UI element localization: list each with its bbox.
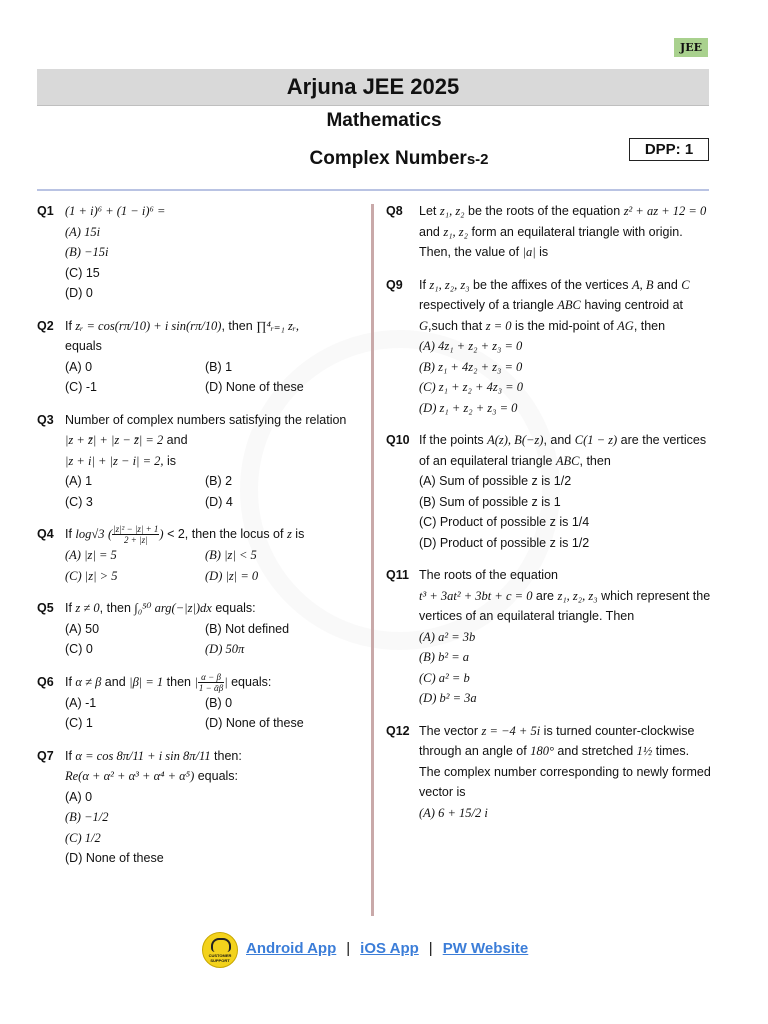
stem-text: Let [419, 204, 440, 218]
question-number: Q4 [37, 527, 54, 541]
paren: ) [159, 527, 164, 541]
stem-math: ABC [557, 298, 581, 312]
footer-links [246, 940, 528, 957]
link-separator: | [346, 940, 351, 957]
option: (B) −15i [65, 245, 109, 259]
question-q2 [37, 316, 367, 398]
stem-text: is [163, 453, 177, 468]
stem-math: Re(α + α² + α³ + α⁴ + α⁵) [65, 769, 195, 784]
stem-math: |z + z̄| + |z − z̄| = 2 [65, 433, 164, 447]
option: (A) 50 [65, 621, 100, 636]
option: (B) 1 [205, 359, 233, 374]
question-number: Q12 [386, 723, 410, 738]
stem-math: A(z), B(−z) [487, 433, 544, 447]
stem-text: The vector [419, 723, 482, 738]
option: (C) z₁ + z₂ + 4z₃ = 0 [419, 380, 523, 394]
option: (D) None of these [65, 851, 164, 866]
stem-text: < 2, then the locus of [163, 527, 287, 541]
question-number: Q6 [37, 674, 54, 689]
stem-fraction [198, 672, 224, 693]
stem-math: z² + az + 12 = 0 [623, 204, 707, 218]
option: (B) |z| < 5 [205, 548, 257, 563]
stem-text: are [532, 588, 558, 603]
stem-text: If [65, 674, 76, 689]
option: (D) 50π [205, 642, 245, 657]
stem-text: equals: [211, 601, 256, 616]
stem-math: ∫₀⁵⁰ arg(−|z|)dx [134, 601, 212, 616]
question-q12 [386, 721, 712, 824]
stem-text: equals [65, 339, 102, 353]
stem-math: z₁, z₂, z₃ [557, 588, 598, 603]
option: (B) −1/2 [65, 810, 109, 825]
stem-text: is turned counter-clockwise through an angle of [419, 723, 695, 758]
stem-math: 180° [530, 744, 554, 758]
option: (D) b² = 3a [419, 691, 477, 705]
stem-text: Number of complex numbers satisfying the relation [65, 412, 347, 427]
stem-text: form an equilateral triangle with origin. Then, the value of [419, 224, 683, 259]
stem-math: zᵣ = cos(rπ/10) + i sin(rπ/10) [75, 318, 222, 333]
ios-app-link[interactable]: iOS App [360, 940, 419, 957]
option: (B) 2 [205, 474, 233, 488]
question-q6 [37, 672, 367, 734]
stem-math: |z + i| + |z − i| = 2, [65, 453, 164, 468]
customer-support-icon[interactable] [202, 932, 238, 968]
fraction-numerator: |z|² − |z| + 1 [113, 524, 159, 535]
link-separator: | [428, 940, 433, 957]
stem-text: be the roots of the equation [464, 204, 621, 218]
question-q5 [37, 598, 367, 660]
stem-text: , then [99, 601, 135, 616]
question-number: Q1 [37, 204, 54, 218]
stem-text: and [163, 433, 188, 447]
option: (A) 15i [65, 224, 101, 239]
stem-text: be the affixes of the vertices [469, 277, 632, 292]
stem-text: equals: [194, 769, 239, 784]
question-number: Q9 [386, 277, 403, 292]
stem-text: which represent the vertices of an equilateral triangle. Then [419, 588, 711, 623]
option: (A) 4z₁ + z₂ + z₃ = 0 [419, 339, 523, 353]
stem-math: z₁, z₂ [439, 204, 465, 218]
stem-text: ,such that [428, 318, 486, 333]
stem-text: having centroid at [580, 298, 684, 312]
option: (B) Not defined [205, 621, 290, 636]
stem-text: and [653, 277, 682, 292]
stem-text: The roots of the equation [419, 568, 558, 582]
stem-text: then [163, 674, 195, 689]
option: (A) 0 [65, 789, 93, 804]
option: (D) None of these [205, 716, 304, 731]
stem-math: ABC [555, 453, 580, 468]
question-q4 [37, 524, 367, 586]
stem-text: and [101, 674, 130, 689]
question-q9 [386, 275, 712, 419]
option: (C) |z| > 5 [65, 568, 118, 583]
stem-text: times. The complex number corresponding to newly formed vector is [419, 744, 711, 799]
stem-text: If [65, 527, 76, 541]
fraction-denominator: 1 − ᾱβ [198, 682, 224, 693]
subject-title: Mathematics [326, 110, 442, 131]
option: (C) Product of possible z is 1/4 [419, 515, 590, 529]
header-rule [37, 189, 709, 191]
question-q11 [386, 565, 712, 709]
stem-math: log√3 [75, 527, 105, 541]
fraction-denominator: 2 + |z| [124, 535, 148, 546]
option: (A) a² = 3b [419, 629, 476, 644]
pw-website-link[interactable]: PW Website [442, 940, 529, 957]
option: (B) z₁ + 4z₂ + z₃ = 0 [419, 359, 523, 374]
stem-math: z = −4 + 5i [481, 723, 541, 738]
question-number: Q7 [37, 748, 54, 763]
stem-text: is the mid-point of [511, 318, 618, 333]
abs-bar: | [194, 674, 198, 689]
question-q7 [37, 746, 367, 869]
option: (B) Sum of possible z is 1 [419, 494, 561, 509]
question-number: Q2 [37, 318, 54, 333]
option: (B) b² = a [419, 650, 470, 664]
stem-math: C [681, 277, 690, 292]
option: (C) a² = b [419, 670, 470, 685]
stem-text: If the points [419, 433, 488, 447]
stem-text: is [291, 527, 305, 541]
option: (C) 1/2 [65, 830, 101, 845]
stem-math: z₁, z₂ [443, 224, 469, 239]
stem-math: AG [617, 318, 634, 333]
fraction-numerator: α − β [198, 672, 224, 683]
stem-text: If [65, 601, 76, 616]
stem-text: respectively of a triangle [419, 298, 558, 312]
right-column [386, 201, 712, 835]
question-q1 [37, 201, 367, 304]
badge-label: CUSTOMER SUPPORT [208, 953, 232, 963]
stem-math: z ≠ 0 [75, 601, 100, 616]
dpp-box: DPP: 1 [629, 138, 709, 161]
question-number: Q3 [37, 412, 54, 427]
question-number: Q5 [37, 601, 54, 616]
stem-math: |β| = 1 [129, 674, 164, 689]
stem-math: C(1 − z) [574, 433, 618, 447]
stem-text: , and [543, 433, 575, 447]
stem-text: and stretched [553, 744, 637, 758]
stem-math: G [419, 318, 429, 333]
chapter-tail: s-2 [466, 151, 489, 168]
stem-text: is [535, 245, 549, 259]
question-number: Q11 [386, 568, 409, 582]
option: (D) z₁ + z₂ + z₃ = 0 [419, 400, 518, 415]
stem-math: z [286, 527, 292, 541]
question-stem: (1 + i)⁶ + (1 − i)⁶ = [65, 204, 166, 218]
stem-math: |a| [522, 245, 536, 259]
question-q10 [386, 430, 712, 553]
stem-math: z = 0 [485, 318, 512, 333]
option: (C) 0 [65, 642, 93, 657]
stem-math: α ≠ β [75, 674, 102, 689]
stem-math: A, B [631, 277, 654, 292]
option: (C) 15 [65, 265, 100, 280]
stem-math: ∏⁴ᵣ₌₁ zᵣ, [256, 318, 300, 333]
stem-text: If [419, 277, 430, 292]
option: (D) None of these [205, 380, 304, 394]
stem-text: If [65, 318, 76, 333]
page-title: Arjuna JEE 2025 [37, 69, 709, 106]
stem-text: , then [633, 318, 666, 333]
option: (A) Sum of possible z is 1/2 [419, 474, 572, 488]
abs-bar: | [224, 674, 228, 689]
paren: ( [108, 527, 113, 541]
option: (D) |z| = 0 [205, 568, 259, 583]
option: (B) 0 [205, 695, 233, 710]
stem-math: t³ + 3at² + 3bt + c = 0 [419, 588, 533, 603]
question-number: Q8 [386, 204, 403, 218]
question-q3 [37, 410, 367, 513]
option: (D) 4 [205, 494, 233, 509]
left-column [37, 201, 367, 881]
android-app-link[interactable]: Android App [246, 940, 337, 957]
stem-text: , then [579, 453, 611, 468]
question-number: Q10 [386, 433, 410, 447]
stem-math: 1½ [636, 744, 653, 758]
option: (D) Product of possible z is 1/2 [419, 535, 590, 550]
option: (A) 6 + 15/2 i [419, 805, 488, 820]
footer [0, 932, 768, 968]
stem-text: If [65, 748, 76, 763]
option: (A) 1 [65, 474, 93, 488]
column-divider [371, 204, 374, 916]
option: (A) 0 [65, 359, 93, 374]
stem-text: , then [221, 318, 257, 333]
chapter-main: Complex Number [309, 148, 467, 169]
stem-text: equals: [227, 674, 272, 689]
option: (C) -1 [65, 380, 97, 394]
option: (D) 0 [65, 286, 93, 300]
option: (C) 1 [65, 716, 93, 731]
exam-tag: JEE [674, 38, 708, 57]
question-q8 [386, 201, 712, 263]
headset-icon [211, 938, 231, 952]
stem-text: are the vertices of an equilateral triangle [419, 433, 707, 468]
option: (A) |z| = 5 [65, 548, 117, 563]
stem-math: α = cos 8π/11 + i sin 8π/11 [75, 748, 211, 763]
stem-math: z₁, z₂, z₃ [429, 277, 470, 292]
stem-fraction [112, 524, 159, 545]
stem-text: and [419, 224, 444, 239]
option: (C) 3 [65, 494, 93, 509]
option: (A) -1 [65, 695, 97, 710]
stem-text: then: [210, 748, 242, 763]
